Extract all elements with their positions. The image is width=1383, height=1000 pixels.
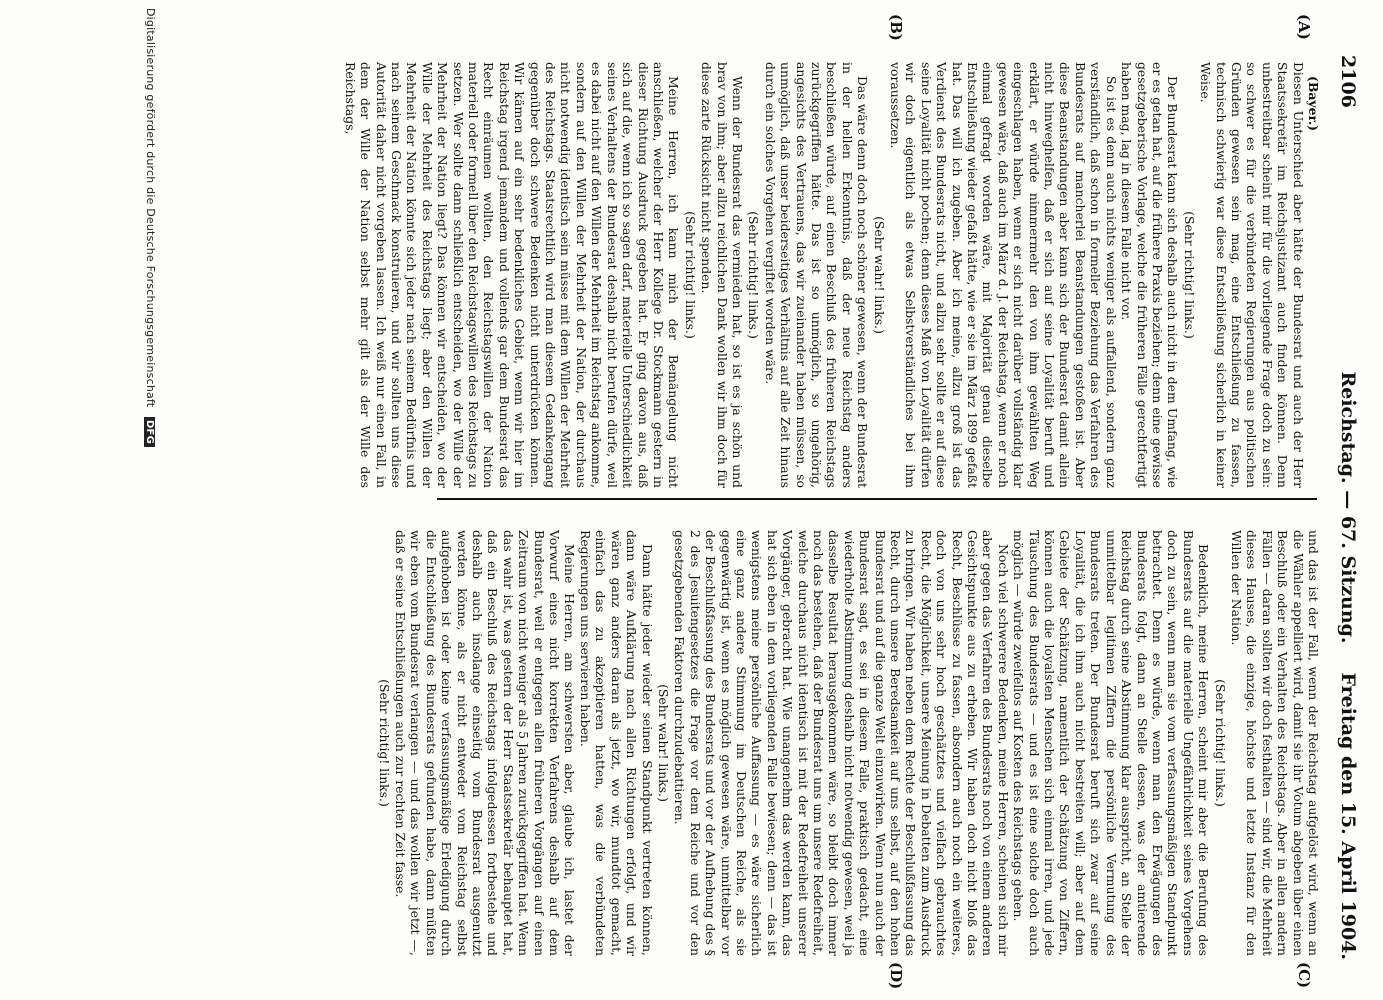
margin-mark-c: (C) — [1295, 962, 1313, 989]
digitization-text: Digitalisierung gefördert durch die Deutsche Forschungsgemeinschaft — [144, 8, 157, 408]
right-paragraph: Noch viel schwerere Bedenken, meine Herren, scheinen sich mir aber gegen das Verfahren des Bundesrats noch von einem anderen Gesichtspunkte aus zu erheben. Wir haben doch nicht bloß das Recht, Beschlüsse zu fassen, absondern auch noch ein weiteres, doch von uns sehr hoch geschätztes und vielfach gebrauchtes Recht, die Möglichkeit, unsere Meinung in Debatten zum Ausdruck zu bringen. Wir haben neben dem Rechte der Beschlußfassung das Recht, durch unsere Beredsamkeit auf uns selbst, auf den hohen Bundesrat und auf die ganze Welt einzuwirken. Wenn nun auch der Bundesrat sagt, es sei in diesem Falle, praktisch gedacht, eine wiederholte Abstimmung deshalb nicht notwendig gewesen, weil ja dasselbe Resultat herausgekommen wäre, so bleibt doch immer noch das bestehen, daß der Bundesrat uns um unsere Redefreiheit, welche durchaus nicht identisch ist mit der Redefreiheit unserer Vorgänger, gebracht hat. Wie unangenehm das werden kann, das hat sich eben in dem vorliegenden Falle bewiesen; denn — das ist wenigstens meine persönliche Auffassung — es wäre sicherlich eine ganz andere Stimmung im Deutschen Reiche, als sie gegenwärtig ist, wenn es möglich gewesen wäre, unmittelbar vor der Beschlußfassung des Bundesrats und vor der Aufhebung des § 2 des Jesuitengesetzes die Frage vor dem Reiche und vor den gesetzgebenden Faktoren durchzudebattieren. — [672, 530, 1011, 956]
left-paragraph: Wenn der Bundesrat das vermieden hat, so ist es ja schön und brav von ihm; aber allzu reichlichen Dank wollen wir ihm doch für diese zarte Rücksicht nicht spenden. — [699, 62, 745, 488]
left-column — [342, 62, 1321, 488]
left-speaker-name: (Bayer.) — [1306, 76, 1321, 132]
margin-mark-a: (A) — [1295, 14, 1313, 40]
column-divider — [437, 498, 1317, 500]
left-paragraph: Diesen Unterschied aber hätte der Bundesrat und auch der Herr Staatssekretär im Reichsjustizamt auch finden können. Denn unbestreitbar scheint mir für die vorliegende Frage doch zu sein: so schwer es für die verbündeten Regierungen aus politischen Gründen gewesen sein mag, eine Entschließung zu fassen, technisch schwierig war diese Entschließung sicherlich in keiner Weise. — [1198, 62, 1306, 488]
page-header — [1329, 55, 1359, 960]
left-interjection: (Sehr wahr! links.) — [871, 216, 887, 334]
page-number: 2106 — [1337, 55, 1359, 108]
right-interjection: (Sehr richtig! links.) — [376, 679, 392, 807]
page-title: Reichstag. — 67. Sitzung. — [1337, 371, 1359, 644]
digitization-note — [137, 8, 157, 992]
dfg-logo: DFG — [144, 417, 155, 447]
right-column — [376, 530, 1321, 956]
left-paragraph: Meine Herren, ich kann mich der Bemängelung nicht anschließen, welcher der Herr Kollege Dr. Stockmann gestern in dieser Richtung Ausdruck gegeben hat. Er ging davon aus, daß sich auf die, wenn ich so sagen darf, materielle Unterschiedlichkeit seines Verhaltens der Bundesrat deshalb nicht berufen dürfe, weil es dabei nicht auf den Willen der Mehrheit im Reichstag ankomme, sondern auf den Willen der Mehrheit der Nation, der durchaus nicht notwendig identisch sein müsse mit dem Willen der Mehrheit des Reichstags. Staatsrechtlich wird man diesem Gedankengang gegenüber doch schwere Bedenken nicht unterdrücken können. Wir kämen auf ein sehr bedenkliches Gebiet, wenn wir hier im Reichstag irgend jemandem und vollends gar dem Bundesrat das Recht einräumen wollten, den Reichstagswillen der Nation materiell oder formell über den Reichstagswillen des Reichstags zu setzen. Wer sollte dann schließlich entscheiden, wo der Wille der Mehrheit der Nation liegt? Das können wir entscheiden, wo der Wille der Mehrheit des Reichstags liegt; aber den Willen der Mehrheit der Nation könnte sich jeder nach seinem Bedürfnis und nach seinem Geschmack konstruieren, und wir sollten uns diese Autorität daher nicht vorgeben lassen. Ich weiß nur einen Fall, in dem der Wille der Nation selbst mehr gilt als der Wille des Reichstags, — [342, 62, 682, 488]
left-paragraph: Das wäre denn doch noch schöner gewesen, wenn der Bundesrat in der hellen Erkenntnis, daß der neue Reichstag anders beschließen würde, auf einen Beschluß des früheren Reichstags zurückgegriffen hätte. Das ist so unmöglich, so ungehörig, angesichts des Vertrauens, das wir zueinander haben müssen, so unmöglich, daß unser beiderseitiges Verhältnis auf alle Zeit hinaus durch ein solches Vorgehen vergiftet worden wäre. — [762, 62, 871, 488]
left-paragraph: So ist es denn auch nichts weniger als auffallend, sondern ganz verständlich, daß schon in formeller Beziehung das Verfahren des Bundesrats auf mancherlei Beanstandungen gestoßen ist. Aber diese Beanstandungen aber kann sich der Bundesrat damit allein nicht hinweghelfen, daß er sich auf seine Loyalität beruft und erklärt, er würde nimmermehr den von ihm gewählten Weg eingeschlagen haben, wenn er sich nicht darüber vollständig klar gewesen wäre, daß auch im März d. J. der Reichstag, wenn er noch einmal gefragt worden wäre, mit Majorität genau dieselbe Entschließung wieder gefaßt hätte, wie er sie im März 1899 gefaßt hat. Das will ich zugeben. Aber ich meine, allzu groß ist das Verdienst des Bundesrats nicht, und allzu sehr sollte er auf diese seine Loyalität nicht pochen; denn dieses Maß von Loyalität dürfen wir doch eigentlich als etwas Selbstverständliches bei ihm voraussetzen. — [888, 62, 1119, 488]
left-interjection: (Sehr richtig! links.) — [682, 211, 698, 339]
margin-mark-b: (B) — [887, 14, 905, 41]
left-interjection: (Sehr richtig! links.) — [746, 211, 762, 339]
right-paragraph: Meine Herren, am schwersten aber, glaube ich, lastet der Vorwurf eines nicht korrekten Verfahrens deshalb auf dem Bundesrat, weil er entgegen allen früheren Vorgängen auf einen Zeitraum von nicht weniger als 5 Jahren zurückgegriffen hat. Wenn das wahr ist, was gestern der Herr Staatssekretär behauptet hat, daß ein Beschluß des Reichstags infolgedessen fortbestehe und deshalb auch insolange einseitig vom Bundesrat ausgenutzt werden könne, als er nicht entweder vom Reichstag selbst aufgehoben ist oder keine verfassungsmäßige Erledigung durch die Entschließung des Bundesrats gefunden habe, dann müßten wir eben vom Bundesrat verlangen — und das wollen wir jetzt —, daß er seine Entschließungen auch zur rechten Zeit fasse. — [393, 530, 578, 956]
right-interjection: (Sehr wahr! links.) — [655, 684, 671, 802]
right-interjection: (Sehr richtig! links.) — [1212, 679, 1228, 807]
right-paragraph: Bedenklich, meine Herren, scheint mir aber die Berufung des Bundesrats auf die materielle Ungefährlichkeit seines Vorgehens doch zu sein, wenn man sie vom verfassungsmäßigen Standpunkt betrachtet. Denn es würde, wenn man den Erwägungen des Bundesrats folgt, dann an Stelle dessen, was der amtierende Reichstag durch seine Abstimmung klar ausspricht, an Stelle der unmittelbar legitimen Ziffern die persönliche Vermutung des Bundesrats treten. Der Bundesrat beruft sich zwar auf seine Loyalität, die ich ihm auch nicht bestreiten will; aber auf dem Gebiete der Schätzung, namentlich der Schätzung von Ziffern, können auch die loyalsten Menschen sich einmal irren, und jede Täuschung des Bundesrats — und es ist eine solche doch auch möglich — würde zweifellos auf Kosten des Reichstags gehen. — [1011, 530, 1212, 956]
right-paragraph: Dann hätte jeder wieder seinen Standpunkt vertreten können, dann wäre Aufklärung nach allen Richtungen erfolgt, und wir wären ganz anders daran als jetzt, wo wir, mundtot gemacht, einfach das zu akzeptieren hatten, was die verbündeten Regierungen uns servieren haben. — [577, 530, 655, 956]
margin-mark-d: (D) — [887, 962, 905, 990]
session-date: Freitag den 15. April 1904. — [1337, 672, 1359, 960]
left-interjection: (Sehr richtig! links.) — [1181, 211, 1197, 339]
right-paragraph: und das ist der Fall, wenn der Reichstag aufgelöst wird, wenn an die Wähler appelliert wird, damit sie ihr Votum abgeben über einen Beschluß oder ein Verhalten des Reichstags. Aber in allen andern Fällen — daran sollten wir doch festhalten — sind wir, die Mehrheit dieses Hauses, die einzige, höchste und letzte Instanz für den Willen der Nation. — [1228, 530, 1321, 956]
left-paragraph: Der Bundesrat kann sich deshalb auch nicht in dem Umfang, wie er es getan hat, auf die frühere Praxis beziehen; denn eine gewisse gesetzgeberische Vorlage, welche die früheren Fälle gerechtfertigt haben mag, lag in diesem Falle nicht vor. — [1119, 62, 1181, 488]
